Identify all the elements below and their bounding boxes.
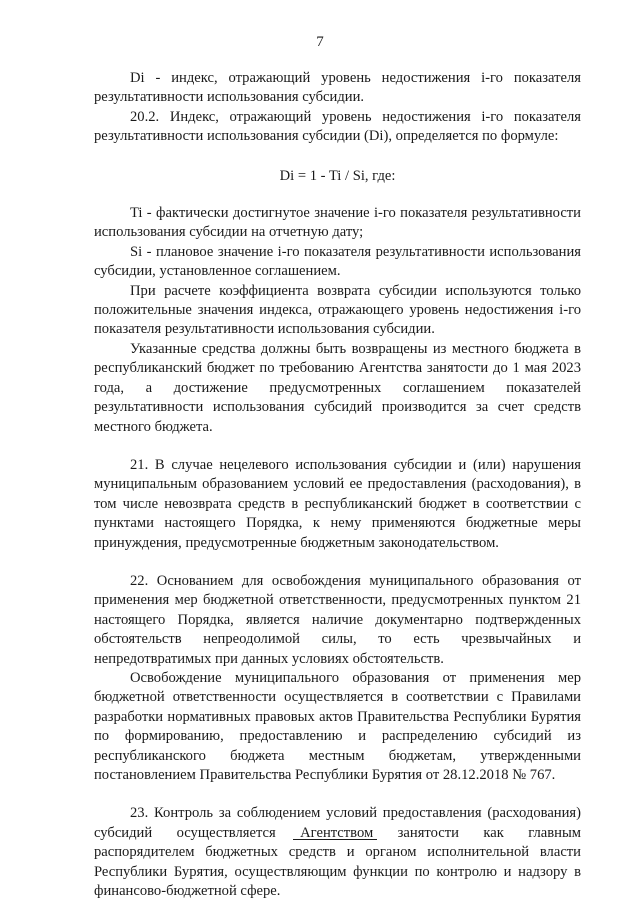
section-22-release: Освобождение муниципального образования от применения мер бюджетной ответственности осуществляется в соответствии с Правилами разработки нормативных правовых актов Правительства Республики Бурятия по формированию, предоставлению и распределению субсидий из республиканского бюджета местным бюджетам, утвержденными постановлением Правительства Республики Бурятия от 28.12.2018 № 767. xyxy=(94,669,581,783)
paragraph-20-2: 20.2. Индекс, отражающий уровень недостижения i-го показателя результативности использования субсидии (Di), определяется по формуле: xyxy=(94,108,581,145)
document-body xyxy=(94,69,581,901)
paragraph-si-definition: Si - плановое значение i-го показателя результативности использования субсидии, установленное соглашением. xyxy=(94,243,581,280)
section-21: 21. В случае нецелевого использования субсидии и (или) нарушения муниципальным образованием условий ее предоставления (расходования), в том числе невозврата средств в республиканский бюджет в соответствии с пунктами настоящего Порядка, к нему применяются бюджетные меры принуждения, предусмотренные бюджетным законодательством. xyxy=(94,456,581,551)
paragraph-di-definition: Di - индекс, отражающий уровень недостижения i-го показателя результативности использования субсидии. xyxy=(94,70,581,106)
section-23: 23. Контроль за соблюдением условий предоставления (расходования) субсидий осуществляется Агентством занятости как главным распорядителем бюджетных средств и органом исполнительной власти Республики Бурятия, осуществляющим функции по контролю и надзору в финансово-бюджетной сфере. xyxy=(94,805,581,900)
footer-divider xyxy=(293,839,377,840)
section-22: 22. Основанием для освобождения муниципального образования от применения мер бюджетной ответственности, предусмотренных пунктом 21 настоящего Порядка, является наличие документарно подтвержденных обстоятельств непреодолимой силы, то есть чрезвычайных и непредотвратимых при данных условиях обстоятельств. xyxy=(94,572,581,667)
formula: Di = 1 - Ti / Si, где: xyxy=(279,167,396,184)
paragraph-ti-definition: Ti - фактически достигнутое значение i-го показателя результативности использования субсидии на отчетную дату; xyxy=(94,205,581,241)
paragraph-refund-deadline: Указанные средства должны быть возвращены из местного бюджета в республиканский бюджет по требованию Агентства занятости до 1 мая 2023 года, а достижение предусмотренных соглашением показателей результативности использования субсидий производится за счет средств местного бюджета. xyxy=(94,340,581,435)
page-number: 7 xyxy=(316,34,324,50)
paragraph-positive-index: При расчете коэффициента возврата субсидии используются только положительные значения индекса, отражающего уровень недостижения i-го показателя результативности использования субсидии. xyxy=(94,282,581,338)
